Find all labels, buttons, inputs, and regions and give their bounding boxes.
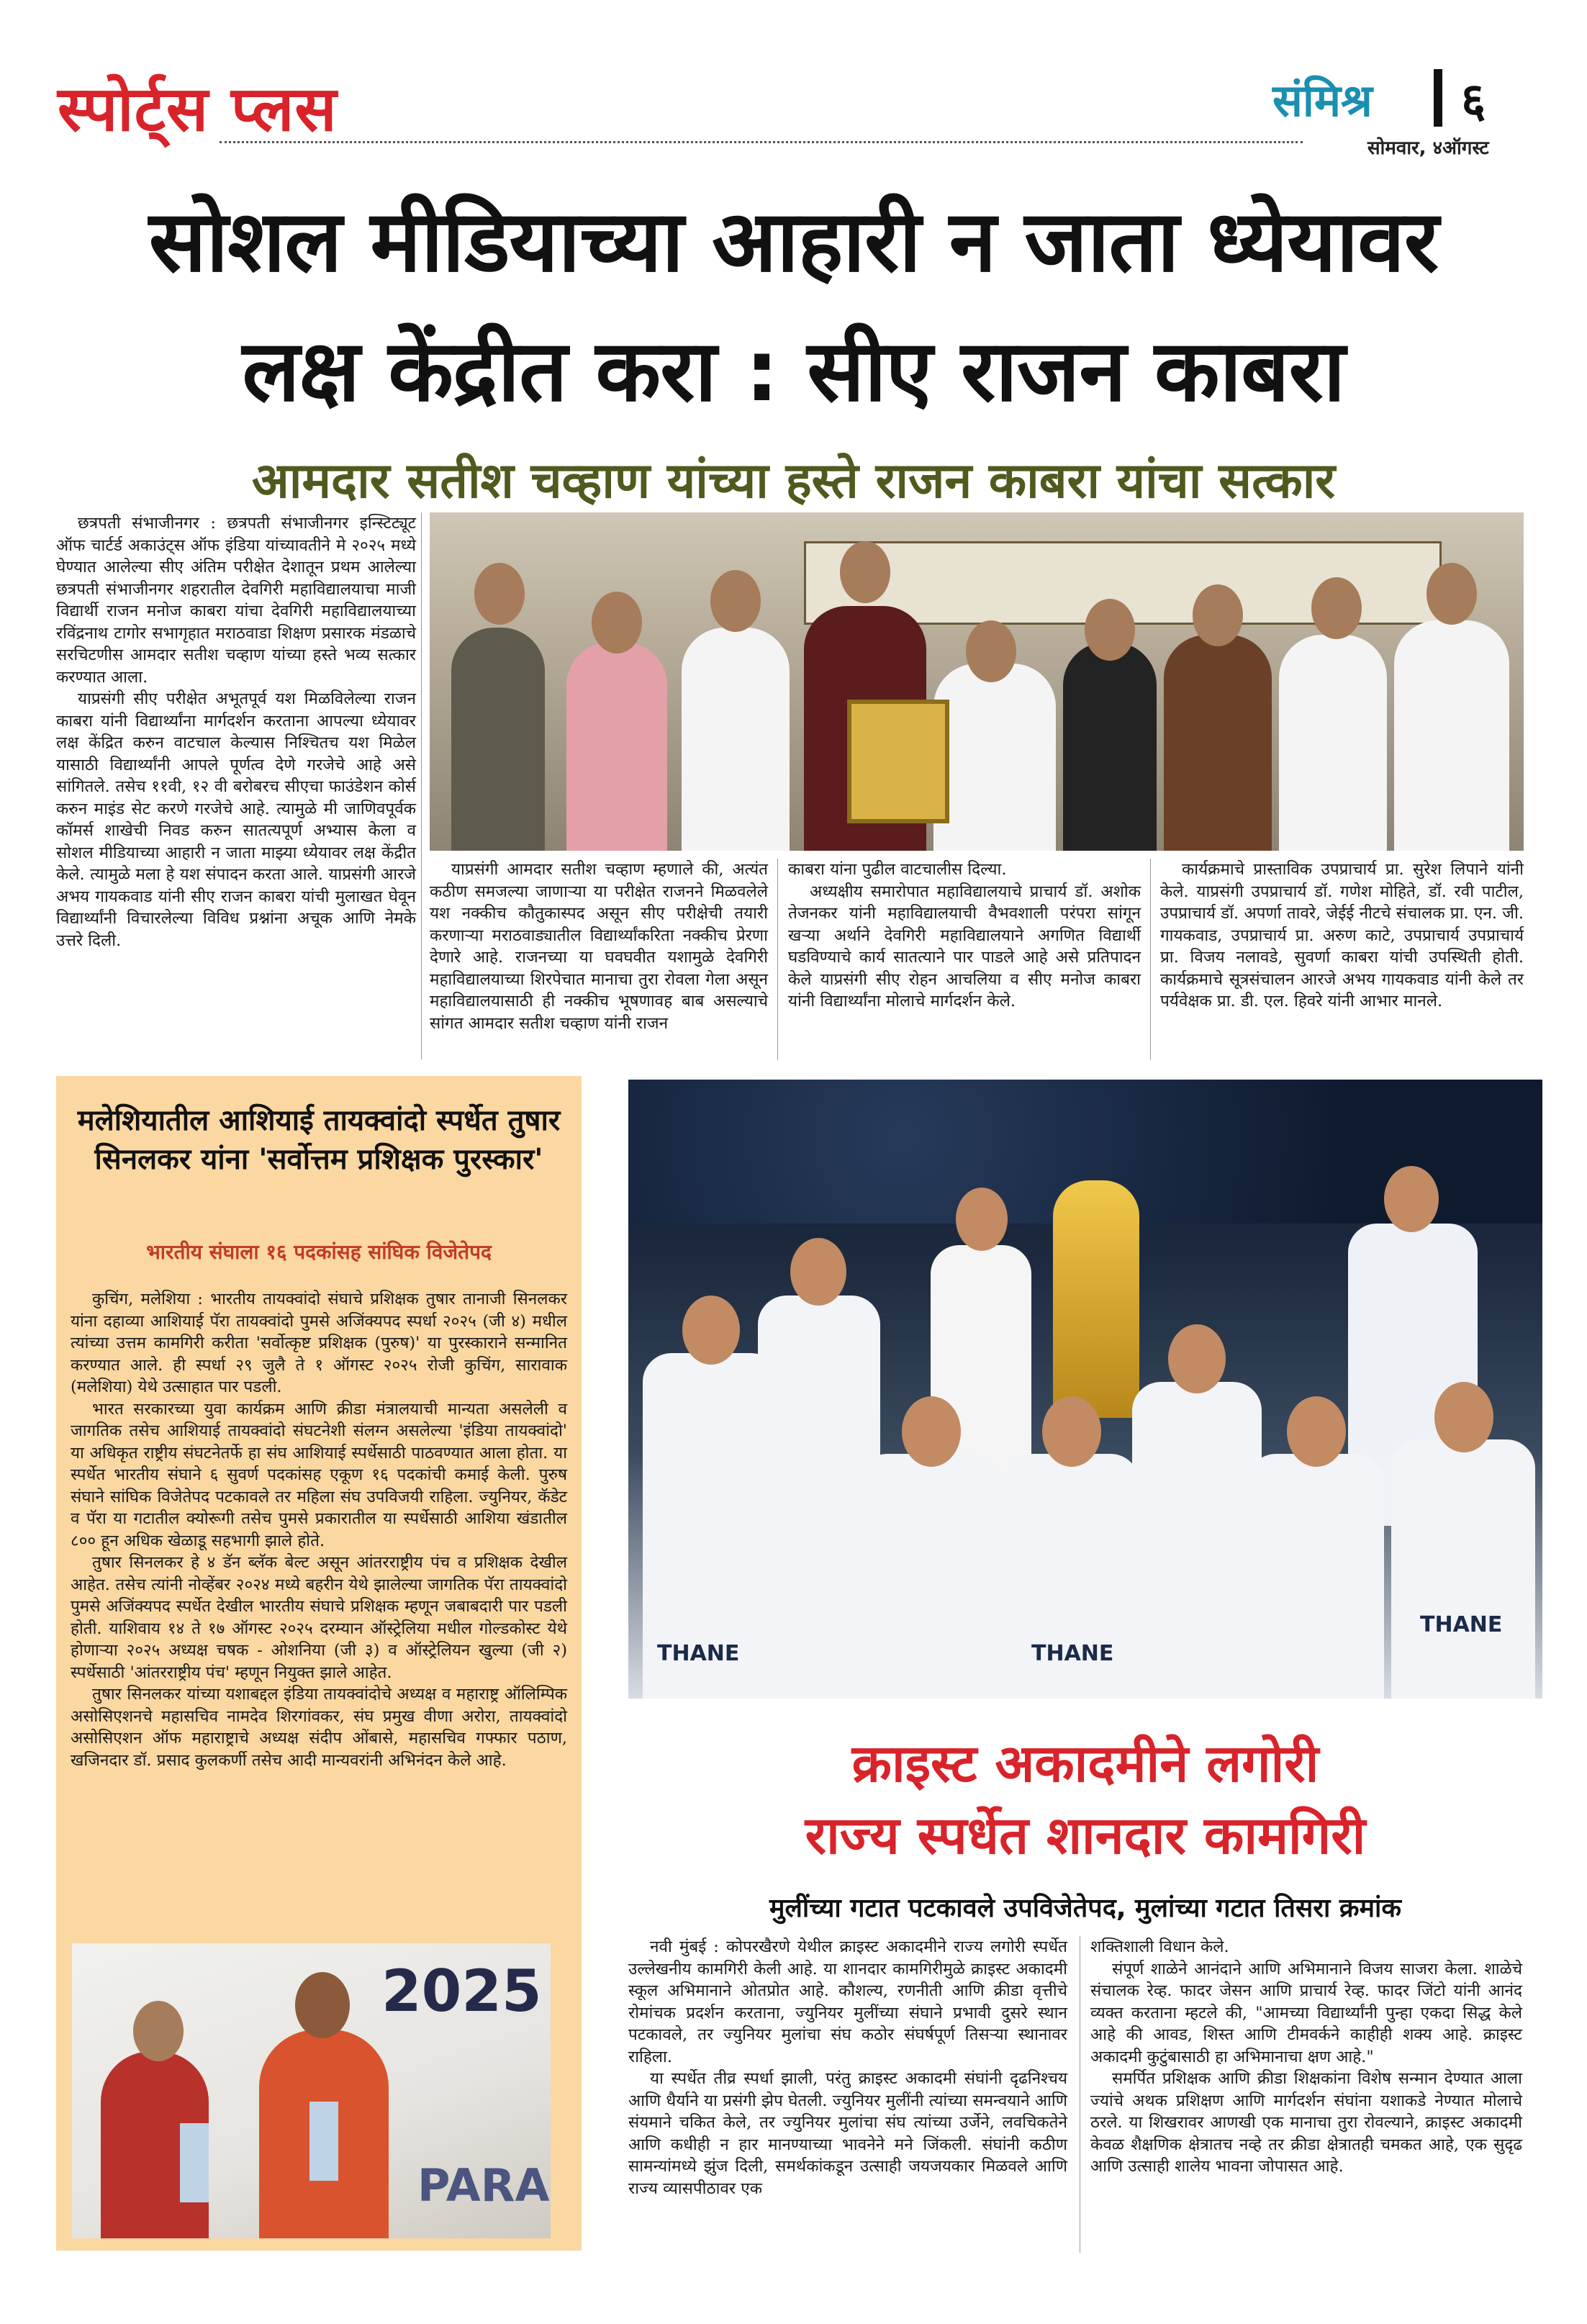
column-rule <box>1150 859 1151 1060</box>
trophy-icon <box>309 2102 338 2181</box>
masthead-rule <box>220 141 1303 143</box>
player-head <box>790 1238 846 1306</box>
lagori-team-photo <box>628 1080 1542 1699</box>
person-head <box>295 1972 350 2038</box>
lagori-headline <box>628 1727 1542 1871</box>
taekwondo-para-1: कुचिंग, मलेशिया : भारतीय तायक्वांदो संघाचे प्रशिक्षक तुषार तानाजी सिनलकर यांना दहाव्या आशियाई पॅरा तायक्वांदो पुमसे अजिंक्यपद स्पर्धा २०२५ (जी ४) मधील त्यांच्या उत्तम कामगिरी करीता 'सर्वोत्कृष्ट प्रशिक्षक (पुरुष)' या पुरस्काराने सन्मानित करण्यात आले. ही स्पर्धा २९ जुलै ते १ ऑगस्ट २०२५ रोजी कुचिंग, सारावाक (मलेशिया) येथे उत्साहात पार पडली. <box>71 1290 567 1396</box>
coach-award-photo <box>72 1943 551 2238</box>
taekwondo-para-2: भारत सरकारच्या युवा कार्यक्रम आणि क्रीडा मंत्रालयाची मान्यता असलेली व जागतिक तसेच आशियाई तायक्वांदो संघटनेशी संलग्न असलेल्या 'इंडिया तायक्वांदो' या अधिकृत राष्ट्रीय संघटनेतर्फे हा संघ आशियाई स्पर्धेसाठी पाठवण्यात आला होता. या स्पर्धेत भारतीय संघाने ६ सुवर्ण पदकांसह एकूण १६ पदकांची कमाई केली. पुरुष संघाने सांघिक विजेतेपद पटकावले तर महिला संघ उपविजयी राहिला. ज्युनियर, कॅडेट व पॅरा या गटातील क्योरूगी तसेच पुमसे प्रकारातील या स्पर्धेसाठी आशिया खंडातील ८०० हून अधिक खेळाडू सहभागी झाले होते. <box>71 1399 567 1550</box>
main-story-para-4: काबरा यांना पुढील वाटचालीस दिल्या. <box>788 860 1007 879</box>
header-separator <box>1434 69 1442 127</box>
trophy-icon <box>1053 1180 1139 1418</box>
taekwondo-subhead: भारतीय संघाला १६ पदकांसह सांघिक विजेतेपद <box>146 1240 492 1264</box>
headline-line-2: लक्ष केंद्रीत करा : सीए राजन काबरा <box>242 321 1345 420</box>
headline-line-1: सोशल मीडियाच्या आहारी न जाता ध्येयावर <box>148 191 1439 291</box>
person-head <box>956 1188 1008 1251</box>
player-head <box>1168 1324 1226 1393</box>
taekwondo-headline: मलेशियातील आशियाई तायक्वांदो स्पर्धेत तुषार सिनलकर यांना 'सर्वोत्तम प्रशिक्षक पुरस्कार' <box>77 1104 561 1176</box>
person-head <box>592 592 642 654</box>
person-head <box>966 620 1016 682</box>
photo-text-para: PARA <box>417 2159 550 2212</box>
person-figure <box>451 628 545 851</box>
lagori-headline-line-1: क्राइस्ट अकादमीने लगोरी <box>851 1733 1319 1794</box>
person-figure <box>1279 635 1387 851</box>
section-name: संमिश्र <box>1272 74 1373 127</box>
main-story-para-1: छत्रपती संभाजीनगर : छत्रपती संभाजीनगर इन्स्टिट्यूट ऑफ चार्टर्ड अकाउंट्स ऑफ इंडिया यांच्यावतीने मे २०२५ मध्ये घेण्यात आलेल्या सीए अंतिम परीक्षेत देशातून प्रथम आलेल्या छत्रपती संभाजीनगर शहरातील देवगिरी महाविद्यालयाचा माजी विद्यार्थी राजन मनोज काबरा यांचा देवगिरी महाविद्यालयाच्या रविंद्रनाथ टागोर सभागृहात मराठवाडा शिक्षण प्रसारक मंडळाचे सरचिटणीस आमदार सतीश चव्हाण यांच्या हस्ते भव्य सत्कार करण्यात आला. <box>56 514 416 687</box>
player-head <box>682 1296 740 1365</box>
person-head <box>1427 563 1477 625</box>
lagori-para-5: समर्पित प्रशिक्षक आणि क्रीडा शिक्षकांना विशेष सन्मान देण्यात आला ज्यांचे अथक प्रशिक्षण आणि मार्गदर्शन संघांना यशाकडे नेण्यात मोलाचे ठरले. या शिखरावर आणखी एक मानाचा तुरा रोवल्याने, क्राइस्ट अकादमी केवळ शैक्षणिक क्षेत्रातच नव्हे तर क्रीडा क्षेत्रातही चमकत आहे, एक सुदृढ आणि उत्साही शालेय भावना जोपासत आहे. <box>1090 2069 1522 2176</box>
lagori-column-2 <box>1090 1936 1522 2178</box>
player-head <box>902 1396 961 1467</box>
taekwondo-para-4: तुषार सिनलकर यांच्या यशाबद्दल इंडिया तायक्वांदोचे अध्यक्ष व महाराष्ट्र ऑलिम्पिक असोसिएशनचे महासचिव नामदेव शिरगांवकर, संघ प्रमुख वीणा अरोरा, तायक्वांदो असोसिएशन ऑफ महाराष्ट्राचे अध्यक्ष संदीप ओंबासे, महासचिव गफ्फार पठाण, खजिनदार डॉ. प्रसाद कुलकर्णी तसेच आदी मान्यवरांनी अभिनंदन केले आहे. <box>71 1685 567 1770</box>
player-figure <box>1132 1382 1262 1699</box>
main-story-column-2 <box>430 859 768 1034</box>
trophy-icon <box>180 2123 209 2202</box>
lagori-subhead: मुलींच्या गटात पटकावले उपविजेतेपद, मुलांच्या गटात तिसरा क्रमांक <box>769 1894 1402 1923</box>
masthead-title: स्पोर्ट्स प्लस <box>58 73 338 145</box>
person-head <box>1193 584 1243 646</box>
main-headline <box>43 176 1544 435</box>
player-figure <box>1247 1454 1384 1699</box>
player-figure <box>859 1454 1003 1699</box>
player-head <box>1287 1396 1346 1467</box>
person-head <box>1311 577 1362 639</box>
page-number: ६ <box>1461 73 1486 128</box>
person-head <box>1085 599 1135 661</box>
lagori-column-1 <box>628 1936 1067 2199</box>
main-story-column-3 <box>788 859 1141 1013</box>
column-rule <box>421 512 422 1059</box>
felicitation-photo <box>430 512 1524 851</box>
lagori-para-3: शक्तिशाली विधान केले. <box>1090 1938 1229 1956</box>
date-line: सोमवार, ४ऑगस्ट <box>1367 137 1489 159</box>
main-story-para-3: याप्रसंगी आमदार सतीश चव्हाण म्हणाले की, अत्यंत कठीण समजल्या जाणाऱ्या या परीक्षेत राजनने मिळवलेले यश नक्कीच कौतुकास्पद असून सीए परीक्षेची तयारी करणाऱ्या मराठवाड्यातील विद्यार्थ्यांकरिता नक्कीच प्रेरणा देणारे आहे. राजनच्या या घवघवीत यशामुळे देवगिरी महाविद्यालयाच्या शिरपेचात मानाचा तुरा रोवला गेला असून महाविद्यालयासाठी ही नक्कीच भूषणावह बाब असल्याचे सांगत आमदार सतीश चव्हाण यांनी राजन <box>430 860 768 1033</box>
jersey-text: THANE <box>1031 1641 1114 1666</box>
main-story-column-1 <box>56 512 416 951</box>
main-subhead: आमदार सतीश चव्हाण यांच्या हस्ते राजन काबरा यांचा सत्कार <box>251 453 1336 510</box>
person-head <box>710 570 761 632</box>
player-figure <box>1391 1439 1535 1699</box>
taekwondo-para-3: तुषार सिनलकर हे ४ डॅन ब्लॅक बेल्ट असून आंतरराष्ट्रीय पंच व प्रशिक्षक देखील आहेत. तसेच त्यांनी नोव्हेंबर २०२४ मध्ये बहरीन येथे झालेल्या जागतिक पॅरा तायक्वांदो पुमसे अजिंक्यपद स्पर्धेत देखील भारतीय संघाचे प्रशिक्षक म्हणून जबाबदारी पार पडली होती. याशिवाय १४ ते १७ ऑगस्ट २०२५ दरम्यान ऑस्ट्रेलिया मधील गोल्डकोस्ट येथे होणाऱ्या २०२५ अध्यक्ष चषक - ओशनिया (जी ३) व ऑस्ट्रेलियन खुल्या (जी २) स्पर्धेसाठी 'आंतरराष्ट्रीय पंच' म्हणून नियुक्त झाले आहेत. <box>71 1553 567 1682</box>
column-rule <box>777 859 778 1060</box>
person-head <box>474 563 525 625</box>
main-story-column-4 <box>1160 859 1524 1013</box>
person-figure <box>566 642 667 851</box>
player-head <box>1042 1396 1101 1467</box>
person-head <box>133 2001 184 2061</box>
person-figure <box>933 664 1056 851</box>
person-head <box>840 541 890 603</box>
lagori-headline-line-2: राज्य स्पर्धेत शानदार कामगिरी <box>805 1805 1366 1866</box>
person-head <box>1384 1166 1439 1232</box>
main-story-para-2: याप्रसंगी सीए परीक्षेत अभूतपूर्व यश मिळविलेल्या राजन काबरा यांनी विद्यार्थ्यांना मार्गदर्शन करताना आपल्या ध्येयावर लक्ष केंद्रित करुन वाटचाल केल्यास निश्चितच यश मिळेल यासाठी विद्यार्थ्यांनी आपले पूर्णत्व देणे गरजेचे आहे असे सांगितले. तसेच ११वी, १२ वी बरोबरच सीएचा फाउंडेशन कोर्स करुन माइंड सेट करणे गरजेचे आहे. त्यामुळे मी जाणिवपूर्वक कॉमर्स शाखेची निवड करुन सातत्यपूर्ण अभ्यास केला व सोशल मीडियाच्या आहारी न जाता माझ्या ध्येयावर लक्ष केंद्रीत केले. त्यामुळे मला हे यश संपादन करता आले. याप्रसंगी आरजे अभय गायकवाड यांनी सीए राजन काबरा यांची मुलाखत घेवून विद्यार्थ्यांनी विचारलेल्या विविध प्रश्नांना अचूक आणि नेमके उत्तरे दिली. <box>56 689 416 950</box>
lagori-para-2: या स्पर्धेत तीव्र स्पर्धा झाली, परंतु क्राइस्ट अकादमी संघांनी दृढनिश्चय आणि धैर्याने या प्रसंगी झेप घेतली. ज्युनियर मुलींनी त्यांच्या समन्वयाने आणि संयमाने चकित केले, तर ज्युनियर मुलांचा संघ त्यांच्या उर्जेने, लवचिकतेने आणि कधीही न हार मानण्याच्या भावनेने मने जिंकली. संघांनी कठीण सामन्यांमध्ये झुंज दिली, समर्थकांकडून उत्साही जयजयकार मिळवले आणि राज्य व्यासपीठावर एक <box>628 2069 1067 2198</box>
photo-text-year: 2025 <box>381 1958 542 2025</box>
award-plaque <box>847 700 949 823</box>
main-story-para-5: अध्यक्षीय समारोपात महाविद्यालयाचे प्राचार्य डॉ. अशोक तेजनकर यांनी महाविद्यालयाची वैभवशाली परंपरा सांगून खऱ्या अर्थाने देवगिरी महाविद्यालयाने अगणित विद्यार्थी घडविण्याचे कार्य सातत्याने पार पाडले आहे असे प्रतिपादन केले याप्रसंगी सीए रोहन आचलिया व सीए मनोज काबरा यांनी विद्यार्थ्यांना मोलाचे मार्गदर्शन केले. <box>788 882 1141 1010</box>
taekwondo-body <box>71 1288 567 1771</box>
person-figure <box>1063 642 1157 851</box>
jersey-text: THANE <box>1420 1612 1503 1637</box>
main-story-para-6: कार्यक्रमाचे प्रास्ताविक उपप्राचार्य प्रा. सुरेश लिपाने यांनी केले. याप्रसंगी उपप्राचार्य डॉ. गणेश मोहिते, डॉ. रवी पाटील, उपप्राचार्य डॉ. अपर्णा तावरे, जेईई नीटचे संचालक प्रा. एन. जी. गायकवाड, उपप्राचार्य प्रा. अरुण काटे, उपप्राचार्य उपप्राचार्य प्रा. विजय नलावडे, सुवर्णा काबरा यांची उपस्थिती होती. कार्यक्रमाचे सूत्रसंचालन आरजे अभय गायकवाड यांनी केले तर पर्यवेक्षक प्रा. डी. एल. हिवरे यांनी आभार मानले. <box>1160 860 1524 1010</box>
lagori-para-4: संपूर्ण शाळेने आनंदाने आणि अभिमानाने विजय साजरा केला. शाळेचे संचालक रेव्ह. फादर जेसन आणि प्राचार्य रेव्ह. फादर जिंटो यांनी आनंद व्यक्त करताना म्हटले की, "आमच्या विद्यार्थ्यांनी पुन्हा एकदा सिद्ध केले आहे की आवड, शिस्त आणि टीमवर्कने काहीही शक्य आहे. क्राइस्ट अकादमी कुटुंबासाठी हा अभिमानाचा क्षण आहे." <box>1090 1959 1522 2066</box>
player-head <box>1434 1382 1493 1452</box>
person-figure <box>682 628 790 851</box>
person-figure <box>1394 620 1509 851</box>
lagori-para-1: नवी मुंबई : कोपरखैरणे येथील क्राइस्ट अकादमीने राज्य लगोरी स्पर्धेत उल्लेखनीय कामगिरी केली आहे. या शानदार कामगिरीमुळे क्राइस्ट अकादमी स्कूल अभिमानाने ओतप्रोत आहे. कौशल्य, रणनीती आणि क्रीडा वृत्तीचे रोमांचक प्रदर्शन करताना, ज्युनियर मुलींच्या संघाने प्रभावी दुसरे स्थान पटकावले, तर ज्युनियर मुलांचा संघ कठोर संघर्षपूर्ण तिसऱ्या स्थानावर राहिला. <box>628 1938 1067 2066</box>
person-figure <box>1164 635 1272 851</box>
jersey-text: THANE <box>657 1641 740 1666</box>
